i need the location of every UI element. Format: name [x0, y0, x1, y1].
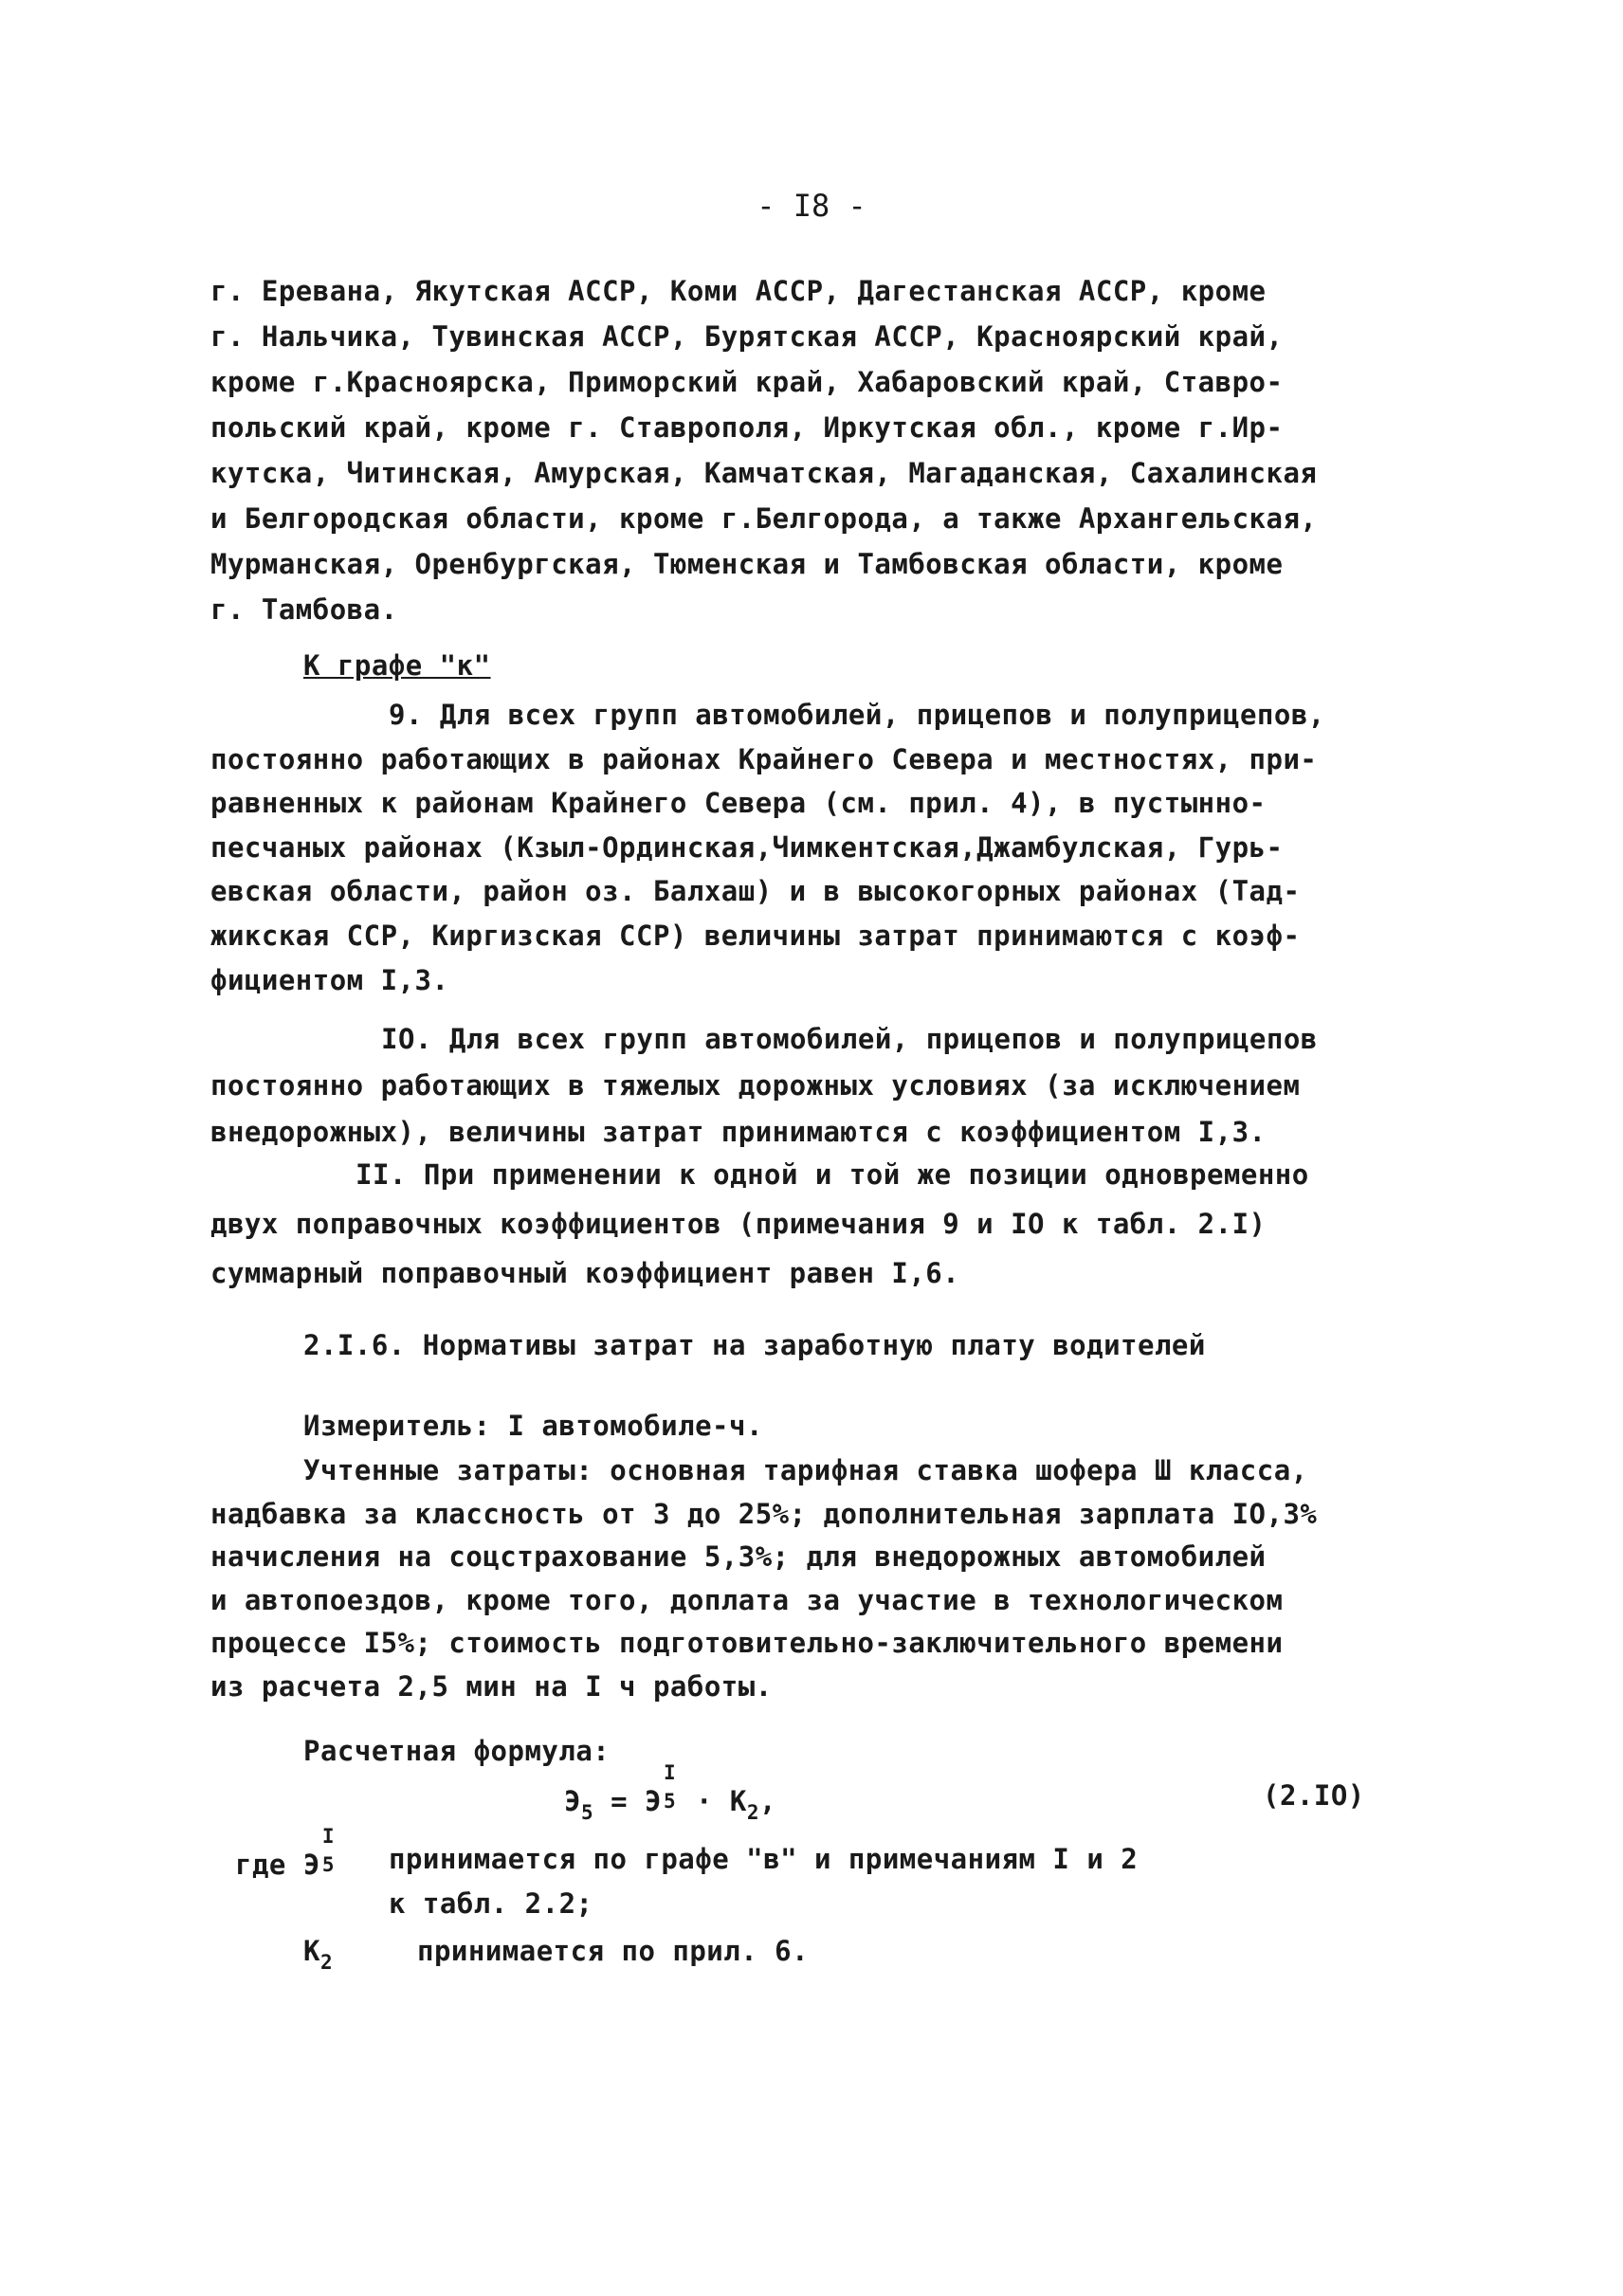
- note9-line: жикская ССР, Киргизская ССР) величины затрат принимаются с коэф-: [210, 920, 1301, 952]
- paragraph1-line: г. Еревана, Якутская АССР, Коми АССР, Дагестанская АССР, кроме: [210, 275, 1267, 307]
- formula-k: К: [729, 1785, 747, 1817]
- note11-line: II. При применении к одной и той же позиции одновременно: [356, 1158, 1309, 1191]
- paragraph1-line: кроме г.Красноярска, Приморский край, Хабаровский край, Ставро-: [210, 366, 1284, 398]
- costs-line: Учтенные затраты: основная тарифная ставка шофера Ш класса,: [303, 1454, 1308, 1486]
- costs-line: процессе I5%; стоимость подготовительно-заключительного времени: [210, 1627, 1284, 1659]
- formula-rhs-sub: 5: [664, 1790, 677, 1813]
- formula-comma: ,: [759, 1785, 776, 1817]
- where-text-1: принимается по графе "в" и примечаниям I и 2: [389, 1843, 1139, 1875]
- paragraph1-line: г. Нальчика, Тувинская АССР, Бурятская АССР, Красноярский край,: [210, 320, 1284, 353]
- where-sym-indices: [320, 1825, 337, 1876]
- costs-line: начисления на соцстрахование 5,3%; для внедорожных автомобилей: [210, 1540, 1267, 1573]
- paragraph1-line: и Белгородская области, кроме г.Белгорода, а также Архангельская,: [210, 502, 1318, 535]
- note9-line: равненных к районам Крайнего Севера (см. прил. 4), в пустынно-: [210, 787, 1267, 820]
- note9-line: 9. Для всех групп автомобилей, прицепов и полуприцепов,: [389, 699, 1325, 731]
- costs-line: надбавка за классность от 3 до 25%; дополнительная зарплата IO,3%: [210, 1497, 1318, 1530]
- formula-number: (2.IO): [1263, 1779, 1365, 1812]
- paragraph1-line: г. Тамбова.: [210, 593, 398, 626]
- note9-line: постоянно работающих в районах Крайнего Севера и местностях, при-: [210, 742, 1318, 775]
- formula-k-sub: 2: [746, 1801, 760, 1824]
- note9-line: песчаных районах (Кзыл-Ординская,Чимкентская,Джамбулская, Гурь-: [210, 830, 1284, 864]
- note9-line: фициентом I,3.: [210, 963, 449, 996]
- where-sym-sup: I: [321, 1825, 335, 1848]
- note11-line: суммарный поправочный коэффициент равен I,6.: [210, 1257, 960, 1289]
- costs-line: и автопоездов, кроме того, доплата за участие в технологическом: [210, 1583, 1284, 1616]
- note10-line: постоянно работающих в тяжелых дорожных условиях (за исключением: [210, 1069, 1301, 1102]
- paragraph1-line: Мурманская, Оренбургская, Тюменская и Тамбовская области, кроме: [210, 548, 1284, 580]
- where-symbol: [235, 1825, 337, 1881]
- formula-rhs-indices: [662, 1761, 679, 1813]
- section-title: 2.I.6. Нормативы затрат на заработную плату водителей: [303, 1329, 1206, 1361]
- note9-line: евская области, район оз. Балхаш) и в высокогорных районах (Тад-: [210, 875, 1301, 908]
- paragraph1-line: польский край, кроме г. Ставрополя, Иркутская обл., кроме г.Ир-: [210, 411, 1284, 444]
- formula-rhs: Э: [645, 1785, 662, 1817]
- formula: [564, 1761, 776, 1824]
- where-text-2: принимается по прил. 6.: [417, 1935, 810, 1967]
- costs-line: из расчета 2,5 мин на I ч работы.: [210, 1669, 773, 1703]
- where-k-sub: 2: [319, 1951, 334, 1974]
- where-k-letter: К: [303, 1935, 320, 1967]
- where-word: где: [235, 1849, 286, 1881]
- note10-line: внедорожных), величины затрат принимаются с коэффициентом I,3.: [210, 1116, 1267, 1148]
- where-text-1b: к табл. 2.2;: [389, 1887, 593, 1920]
- formula-eq: =: [611, 1785, 629, 1817]
- note11-line: двух поправочных коэффициентов (примечания 9 и IO к табл. 2.I): [210, 1208, 1267, 1240]
- formula-times: ·: [695, 1785, 713, 1817]
- where-k: [303, 1935, 334, 1974]
- page-number: - I8 -: [757, 188, 866, 224]
- paragraph1-line: кутска, Читинская, Амурская, Камчатская, Магаданская, Сахалинская: [210, 457, 1318, 489]
- where-sym: Э: [302, 1849, 320, 1881]
- formula-lhs: Э: [564, 1785, 581, 1817]
- measure-unit: Измеритель: I автомобиле-ч.: [303, 1410, 763, 1442]
- heading-column-k: К графе "к": [303, 649, 491, 682]
- where-sym-sub: 5: [321, 1853, 335, 1876]
- formula-rhs-sup: I: [664, 1761, 677, 1784]
- formula-label: Расчетная формула:: [303, 1735, 611, 1767]
- note10-line: IO. Для всех групп автомобилей, прицепов и полуприцепов: [381, 1023, 1318, 1055]
- formula-lhs-sub: 5: [580, 1801, 594, 1824]
